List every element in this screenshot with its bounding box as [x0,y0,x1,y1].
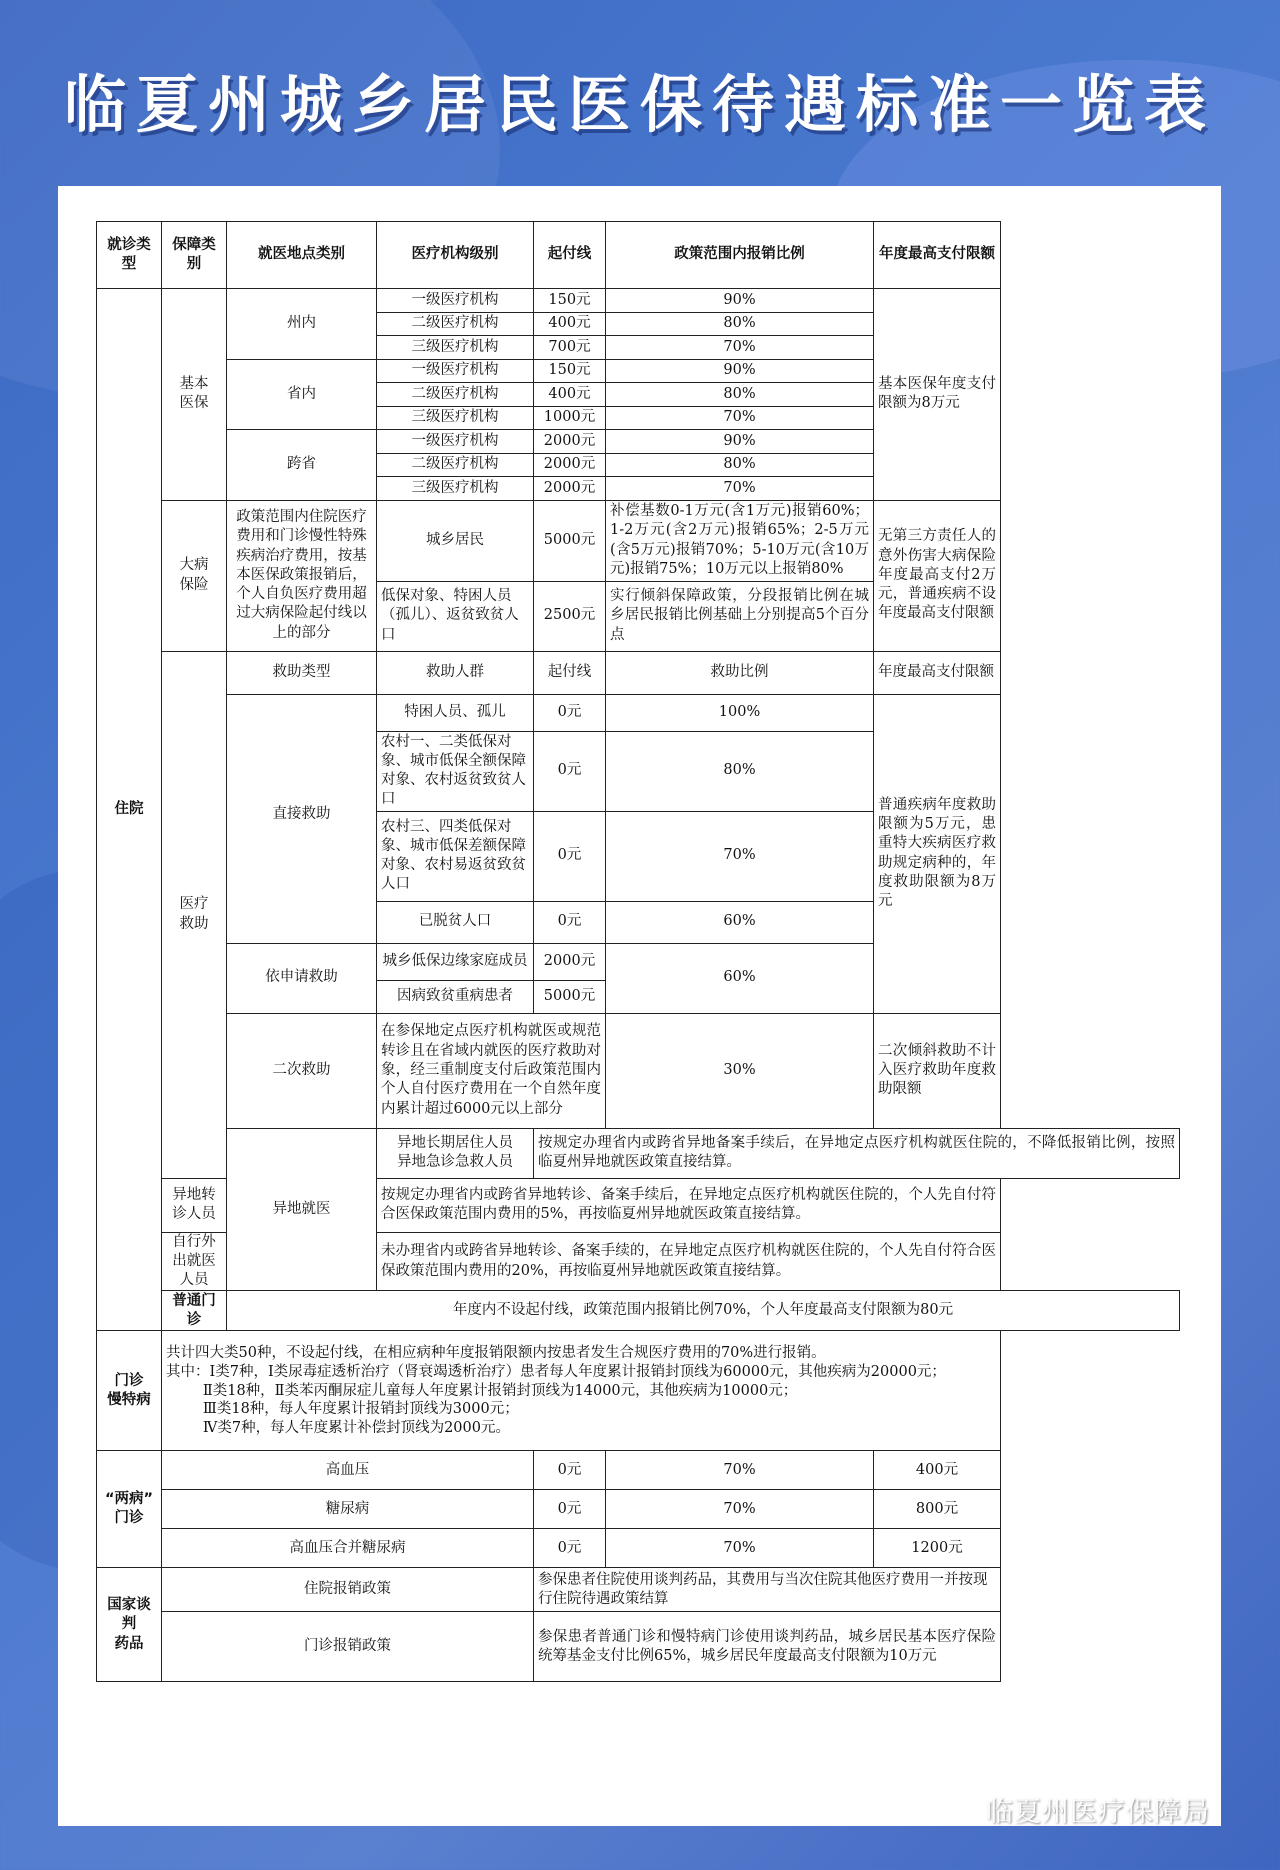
table-panel [58,186,1221,1826]
header-cell: 政策范围内报销比例 [606,222,874,289]
deductible-cell: 400元 [534,383,606,407]
group-cell: 异地长期居住人员 异地急诊急救人员 [377,1128,534,1178]
rate-cell: 90% [606,289,874,313]
chronic-line: 其中：Ⅰ类7种，Ⅰ类尿毒症透析治疗（肾衰竭透析治疗）患者每人年度累计报销封顶线为60000元，其他疾病为20000元； [166,1363,946,1380]
inpatient-label: 住院 [97,289,162,1331]
level-cell: 二级医疗机构 [377,383,534,407]
header-cell: 起付线 [534,222,606,289]
deductible-cell: 2000元 [534,430,606,454]
deductible-cell: 0元 [534,731,606,811]
group-cell: 已脱贫人口 [377,901,534,943]
chronic-line: 共计四大类50种，不设起付线，在相应病种年度报销限额内按患者发生合规医疗费用的70%进行报销。 [166,1344,826,1361]
wechat-icon [944,1795,980,1825]
chronic-line: Ⅱ类18种，Ⅱ类苯丙酮尿症儿童每人年度累计报销封顶线为14000元，其他疾病为10000元； [166,1382,798,1399]
deductible-cell: 0元 [534,811,606,901]
subheader-cell: 起付线 [534,651,606,694]
place-label: 州内 [227,289,377,360]
limit-cell: 400元 [874,1451,1001,1490]
offsite-label: 异地就医 [227,1128,377,1291]
deductible-cell: 700元 [534,336,606,360]
second-aid-label: 二次救助 [227,1013,377,1128]
deductible-cell: 5000元 [534,980,606,1013]
rate-cell: 30% [606,1013,874,1128]
chronic-label: 门诊 慢特病 [97,1331,162,1451]
limit-cell: 二次倾斜救助不计入医疗救助年度救助限额 [874,1013,1001,1128]
disease-name-cell: 高血压 [162,1451,534,1490]
table-row [97,1612,1180,1682]
two-disease-label: “两病” 门诊 [97,1451,162,1568]
group-cell: 异地转诊人员 [162,1178,227,1232]
rate-cell: 70% [606,336,874,360]
drugs-label: 国家谈判 药品 [97,1568,162,1682]
level-cell: 二级医疗机构 [377,453,534,477]
deductible-cell: 0元 [534,1451,606,1490]
subheader-cell: 救助人群 [377,651,534,694]
table-row [97,1331,1180,1451]
drug-policy-name: 住院报销政策 [162,1568,534,1612]
header-cell: 年度最高支付限额 [874,222,1001,289]
critical-scope-cell: 政策范围内住院医疗费用和门诊慢性特殊疾病治疗费用，按基本医保政策报销后，个人自负医疗费用超过大病保险起付线以上的部分 [227,500,377,651]
rate-cell: 100% [606,694,874,731]
group-cell: 因病致贫重病患者 [377,980,534,1013]
subheader-cell: 救助类型 [227,651,377,694]
deductible-cell: 0元 [534,901,606,943]
limit-cell: 基本医保年度支付限额为8万元 [874,289,1001,501]
table-row [97,1451,1180,1490]
rate-cell: 80% [606,312,874,336]
group-cell: 农村一、二类低保对象、城市低保全额保障对象、农村返贫致贫人口 [377,731,534,811]
table-row [97,694,1180,731]
deductible-cell: 2500元 [534,581,606,651]
table-row [97,430,1180,454]
deductible-cell: 150元 [534,359,606,383]
rate-cell: 60% [606,943,874,1013]
medical-aid-label: 医疗 救助 [162,651,227,1178]
offsite-desc: 未办理省内或跨省异地转诊、备案手续的，在异地定点医疗机构就医住院的，个人先自付符合医保政策范围内费用的20%，再按临夏州异地就医政策直接结算。 [377,1232,1001,1291]
rate-cell: 80% [606,731,874,811]
rate-cell: 80% [606,383,874,407]
table-row [97,500,1180,581]
chronic-line: Ⅲ类18种，每人年度累计报销封顶线为3000元； [166,1401,519,1418]
outpatient-label: 普通门诊 [162,1291,227,1331]
group-cell: 低保对象、特困人员（孤儿）、返贫致贫人口 [377,581,534,651]
drug-policy-desc: 参保患者普通门诊和慢特病门诊使用谈判药品，城乡居民基本医疗保险统筹基金支付比例65%，城乡居民年度最高支付限额为10万元 [534,1612,1001,1682]
outpatient-desc: 年度内不设起付线，政策范围内报销比例70%，个人年度最高支付限额为80元 [227,1291,1180,1331]
header-cell: 就诊类型 [97,222,162,289]
benefits-table [96,221,1180,1682]
apply-aid-label: 依申请救助 [227,943,377,1013]
table-row [97,1568,1180,1612]
table-row [97,651,1180,694]
table-header-row [97,222,1180,289]
level-cell: 三级医疗机构 [377,406,534,430]
offsite-desc: 按规定办理省内或跨省异地转诊、备案手续后，在异地定点医疗机构就医住院的，个人先自付符合医保政策范围内费用的5%，再按临夏州异地就医政策直接结算。 [377,1178,1001,1232]
level-cell: 一级医疗机构 [377,289,534,313]
rate-cell: 90% [606,359,874,383]
deductible-cell: 0元 [534,1529,606,1568]
table-row [97,1013,1180,1128]
rate-cell: 70% [606,406,874,430]
offsite-desc: 按规定办理省内或跨省异地备案手续后，在异地定点医疗机构就医住院的，不降低报销比例，按照临夏州异地就医政策直接结算。 [534,1128,1180,1178]
group-cell: 城乡低保边缘家庭成员 [377,943,534,980]
group-cell: 特困人员、孤儿 [377,694,534,731]
rate-cell: 70% [606,1451,874,1490]
level-cell: 二级医疗机构 [377,312,534,336]
direct-aid-label: 直接救助 [227,694,377,943]
limit-cell: 1200元 [874,1529,1001,1568]
table-row [97,943,1180,980]
place-label: 省内 [227,359,377,430]
header-cell: 医疗机构级别 [377,222,534,289]
deductible-cell: 2000元 [534,453,606,477]
group-cell: 城乡居民 [377,500,534,581]
deductible-cell: 2000元 [534,477,606,501]
rate-cell: 70% [606,1529,874,1568]
basic-insurance-label: 基本 医保 [162,289,227,501]
level-cell: 三级医疗机构 [377,477,534,501]
rate-cell: 80% [606,453,874,477]
rate-cell: 60% [606,901,874,943]
table-row [97,1128,1180,1178]
watermark-text: 临夏州医疗保障局 [986,1797,1210,1828]
rate-cell: 实行倾斜保障政策，分段报销比例在城乡居民报销比例基础上分别提高5个百分点 [606,581,874,651]
page-title: 临夏州城乡居民医保待遇标准一览表 [63,68,1216,141]
rate-cell: 70% [606,477,874,501]
second-aid-desc: 在参保地定点医疗机构就医或规范转诊且在省域内就医的医疗救助对象，经三重制度支付后政策范围内个人自付医疗费用在一个自然年度内累计超过6000元以上部分 [377,1013,606,1128]
deductible-cell: 5000元 [534,500,606,581]
critical-insurance-label: 大病 保险 [162,500,227,651]
watermark [944,1790,1210,1829]
group-cell: 自行外出就医人员 [162,1232,227,1291]
level-cell: 一级医疗机构 [377,359,534,383]
rate-cell: 70% [606,1490,874,1529]
table-row [97,1529,1180,1568]
deductible-cell: 2000元 [534,943,606,980]
level-cell: 三级医疗机构 [377,336,534,360]
chronic-desc [162,1331,1001,1451]
limit-cell: 800元 [874,1490,1001,1529]
level-cell: 一级医疗机构 [377,430,534,454]
table-row [97,1291,1180,1331]
rate-cell: 90% [606,430,874,454]
table-row [97,359,1180,383]
header-cell: 保障类别 [162,222,227,289]
place-label: 跨省 [227,430,377,501]
deductible-cell: 0元 [534,1490,606,1529]
disease-name-cell: 糖尿病 [162,1490,534,1529]
drug-policy-name: 门诊报销政策 [162,1612,534,1682]
subheader-cell: 救助比例 [606,651,874,694]
limit-cell: 无第三方责任人的意外伤害大病保险年度最高支付2万元，普通疾病不设年度最高支付限额 [874,500,1001,651]
group-cell: 农村三、四类低保对象、城市低保差额保障对象、农村易返贫致贫人口 [377,811,534,901]
rate-cell: 70% [606,811,874,901]
deductible-cell: 0元 [534,694,606,731]
limit-cell: 普通疾病年度救助限额为5万元，患重特大疾病医疗救助规定病种的，年度救助限额为8万元 [874,694,1001,1013]
header-cell: 就医地点类别 [227,222,377,289]
chronic-line: Ⅳ类7种，每人年度累计补偿封顶线为2000元。 [166,1420,510,1437]
deductible-cell: 400元 [534,312,606,336]
disease-name-cell: 高血压合并糖尿病 [162,1529,534,1568]
table-row [97,1490,1180,1529]
table-row [97,289,1180,313]
deductible-cell: 150元 [534,289,606,313]
deductible-cell: 1000元 [534,406,606,430]
subheader-cell: 年度最高支付限额 [874,651,1001,694]
drug-policy-desc: 参保患者住院使用谈判药品，其费用与当次住院其他医疗费用一并按现行住院待遇政策结算 [534,1568,1001,1612]
rate-cell: 补偿基数0-1万元(含1万元)报销60%；1-2万元(含2万元)报销65%；2-5万元(含5万元)报销70%；5-10万元(含10万元)报销75%；10万元以上报销80% [606,500,874,581]
